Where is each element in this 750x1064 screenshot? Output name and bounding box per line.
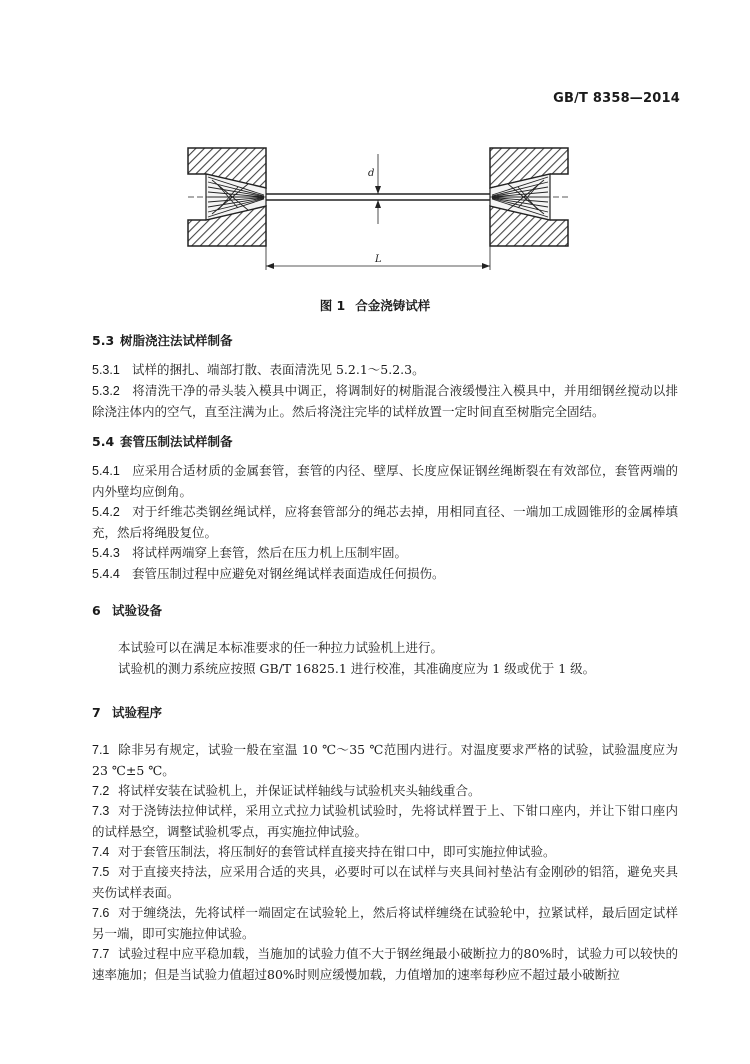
right-socket: [490, 148, 568, 246]
clause-7-3: [92, 801, 678, 842]
clause-5-4-4: [92, 564, 678, 585]
heading-text: 试验设备: [112, 603, 163, 618]
left-socket: [188, 148, 266, 246]
clause-number: 7.7: [92, 947, 110, 961]
clause-5-3-1: [92, 360, 678, 381]
section-heading: [92, 703, 678, 724]
label-d: d: [368, 168, 375, 179]
clause-text: 对于浇铸法拉伸试样，采用立式拉力试验机试验时，先将试样置于上、下钳口座内，并让下钳口座内的试样悬空，调整试验机零点，再实施拉伸试验。: [92, 803, 678, 839]
clause-text: 试验过程中应平稳加载，当施加的试验力值不大于钢丝绳最小破断拉力的80%时，试验力可以较快的速率施加；但是当试验力值超过80%时则应缓慢加载，力值增加的速率每秒应不超过最小破断拉: [92, 946, 678, 982]
section-5-4: [92, 432, 678, 453]
caption-title: 合金浇铸试样: [355, 298, 431, 313]
clause-5-3-2: [92, 381, 678, 422]
length-dimension: [266, 246, 490, 270]
clause-number: 5.4.1: [92, 464, 120, 478]
clause-number: 5.4.2: [92, 505, 120, 519]
clause-text: 对于缠绕法，先将试样一端固定在试验轮上，然后将试样缠绕在试验轮中，拉紧试样，最后固定试样另一端，即可实施拉伸试验。: [92, 905, 678, 941]
clause-7-1: [92, 740, 678, 781]
clause-text: 将试样安装在试验机上，并保证试样轴线与试验机夹头轴线重合。: [118, 783, 481, 798]
heading-number: 5.4: [92, 434, 115, 449]
clause-number: 7.1: [92, 743, 110, 757]
label-L: L: [375, 254, 382, 265]
heading-text: 试验程序: [112, 705, 163, 720]
heading-number: 7: [92, 705, 101, 720]
clause-number: 7.4: [92, 845, 110, 859]
clause-number: 7.6: [92, 906, 110, 920]
rope-specimen: [266, 194, 490, 200]
clause-text: 对于直接夹持法，应采用合适的夹具，必要时可以在试样与夹具间衬垫沾有金刚砂的铝箔，避免夹具夹伤试样表面。: [92, 864, 678, 900]
section-heading: [92, 432, 678, 453]
clause-number: 7.5: [92, 865, 110, 879]
heading-text: 树脂浇注法试样制备: [120, 333, 233, 348]
clause-text: 试样的捆扎、端部打散、表面清洗见 5.2.1～5.2.3。: [132, 362, 425, 377]
section-7: [92, 703, 678, 724]
heading-text: 套管压制法试样制备: [120, 434, 233, 449]
clause-number: 7.3: [92, 804, 110, 818]
section-heading: [92, 601, 678, 622]
caption-number: 图 1: [319, 298, 346, 313]
clause-7-6: [92, 903, 678, 944]
clause-7-5: [92, 862, 678, 903]
standard-code: GB/T 8358—2014: [553, 91, 680, 106]
clause-7-2: [92, 781, 678, 802]
section-6-body: [92, 638, 678, 679]
clause-text: 对于纤维芯类钢丝绳试样，应将套管部分的绳芯去掉，用相同直径、一端加工成圆锥形的金属棒填充，然后将绳股复位。: [92, 504, 678, 540]
clause-number: 5.3.1: [92, 363, 120, 377]
clause-5-4-3: [92, 543, 678, 564]
figure-alloy-cast-specimen: [178, 140, 578, 280]
diameter-dimension: [368, 154, 381, 224]
clause-5-4-2: [92, 502, 678, 543]
clause-text: 对于套管压制法，将压制好的套管试样直接夹持在钳口中，即可实施拉伸试验。: [118, 844, 556, 859]
clause-number: 5.3.2: [92, 384, 120, 398]
clause-text: 将清洗干净的帚头装入模具中调正，将调制好的树脂混合液缓慢注入模具中，并用细钢丝搅动以排除浇注体内的空气，直至注满为止。然后将浇注完毕的试样放置一定时间直至树脂完全固结。: [92, 383, 678, 419]
section-5-3: [92, 331, 678, 352]
section-heading: [92, 331, 678, 352]
clause-number: 5.4.3: [92, 546, 120, 560]
heading-number: 5.3: [92, 333, 115, 348]
clause-text: 应采用合适材质的金属套管，套管的内径、壁厚、长度应保证钢丝绳断裂在有效部位，套管两端的内外壁均应倒角。: [92, 463, 678, 499]
paragraph: 试验机的测力系统应按照 GB/T 16825.1 进行校准，其准确度应为 1 级或优于 1 级。: [118, 660, 596, 676]
section-6: [92, 601, 678, 622]
heading-number: 6: [92, 603, 101, 618]
clause-text: 将试样两端穿上套管，然后在压力机上压制牢固。: [132, 545, 408, 560]
clause-7-7: [92, 944, 678, 985]
clause-number: 7.2: [92, 784, 110, 798]
figure-caption: [0, 296, 750, 314]
clause-7-4: [92, 842, 678, 863]
clause-text: 除非另有规定，试验一般在室温 10 ℃～35 ℃范围内进行。对温度要求严格的试验，试验温度应为 23 ℃±5 ℃。: [92, 742, 678, 778]
clause-5-4-1: [92, 461, 678, 502]
paragraph: 本试验可以在满足本标准要求的任一种拉力试验机上进行。: [118, 640, 444, 655]
clause-number: 5.4.4: [92, 567, 120, 581]
clause-text: 套管压制过程中应避免对钢丝绳试样表面造成任何损伤。: [132, 566, 445, 581]
